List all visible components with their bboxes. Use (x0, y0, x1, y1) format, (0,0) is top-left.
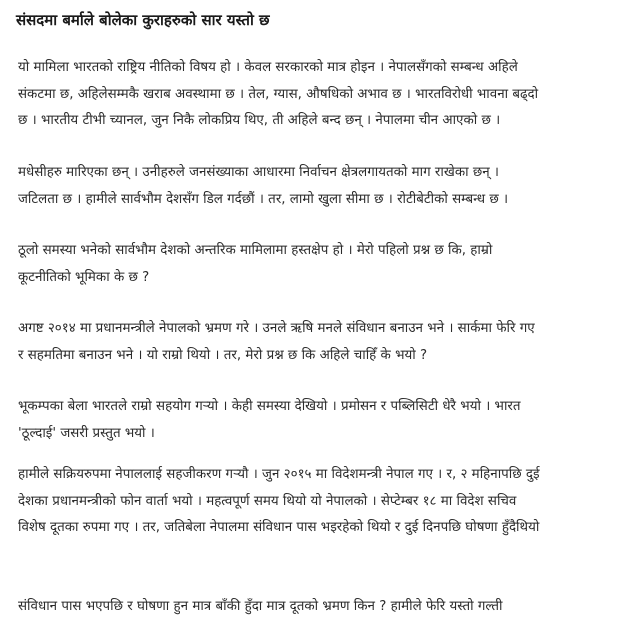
paragraph-line: देशका प्रधानमन्त्रीको फोन वार्ता भयो । महत्वपूर्ण समय थियो यो नेपालको । सेप्टेम्बर १८ मा विदेश सचिव (18, 493, 517, 509)
paragraph-line: मधेसीहरु मारिएका छन् । उनीहरुले जनसंख्याका आधारमा निर्वाचन क्षेत्रलगायतको माग राखेका छन् । (18, 165, 499, 180)
paragraph-line: हामीले सक्रियरुपमा नेपाललाई सहजीकरण गर्‍यौ । जुन २०१५ मा विदेशमन्त्री नेपाल गए । र, २ महिनापछि दुई (18, 467, 540, 482)
paragraph-line: 'ठूल्दाई' जसरी प्रस्तुत भयो । (18, 425, 155, 441)
paragraph-line: छ । भारतीय टीभी च्यानल, जुन निकै लोकप्रिय थिए, ती अहिले बन्द छन् । नेपालमा चीन आएको छ । (18, 113, 501, 128)
paragraph-line: कूटनीतिको भूमिका के छ ? (18, 269, 150, 285)
paragraph-diplomacy-question (18, 238, 638, 291)
paragraph-earthquake (18, 394, 638, 447)
paragraph-madhesi (18, 160, 638, 213)
paragraph-line: संकटमा छ, अहिलेसम्मकै खराब अवस्थामा छ । तेल, ग्यास, औषधिको अभाव छ । भारतविरोधी भावना बढ्दो (18, 86, 539, 102)
paragraph-facilitation (18, 462, 638, 542)
paragraph-line: यो मामिला भारतको राष्ट्रिय नीतिको विषय हो । केवल सरकारको मात्र होइन । नेपालसँगको सम्बन्ध अहिले (18, 60, 518, 75)
paragraph-line: अगष्ट २०१४ मा प्रधानमन्त्रीले नेपालको भ्रमण गरे । उनले ऋषि मनले संविधान बनाउन भने । सार्कमा फेरि गए (18, 321, 535, 336)
article-title: संसदमा बर्माले बोलेका कुराहरुको सार यस्तो छ (16, 11, 270, 29)
paragraph-line: विशेष दूतका रुपमा गए । तर, जतिबेला नेपालमा संविधान पास भइरहेको थियो र दुई दिनपछि घोषणा हुँदैथियो (18, 520, 540, 535)
paragraph-line: भूकम्पका बेला भारतले राम्रो सहयोग गर्‍यो । केही समस्या देखियो । प्रमोसन र पब्लिसिटी धेरै भयो । भारत (18, 399, 521, 414)
paragraph-pm-visit (18, 316, 638, 369)
paragraph-line: ठूलो समस्या भनेको सार्वभौम देशको अन्तरिक मामिलामा हस्तक्षेप हो । मेरो पहिलो प्रश्न छ कि, हाम्रो (18, 243, 493, 258)
paragraph-line: र सहमतिमा बनाउन भने । यो राम्रो थियो । तर, मेरो प्रश्न छ कि अहिले चाहिँ के भयो ? (18, 347, 428, 363)
paragraph-line: जटिलता छ । हामीले सार्वभौम देशसँग डिल गर्दछौं । तर, लामो खुला सीमा छ । रोटीबेटीको सम्बन्ध छ । (18, 191, 509, 207)
paragraph-line: संविधान पास भएपछि र घोषणा हुन मात्र बाँकी हुँदा मात्र दूतको भ्रमण किन ? हामीले फेरि यस्तो गल्ती (18, 599, 503, 614)
paragraph-constitution-envoy (18, 594, 638, 621)
paragraph-india-national-policy (18, 55, 638, 135)
